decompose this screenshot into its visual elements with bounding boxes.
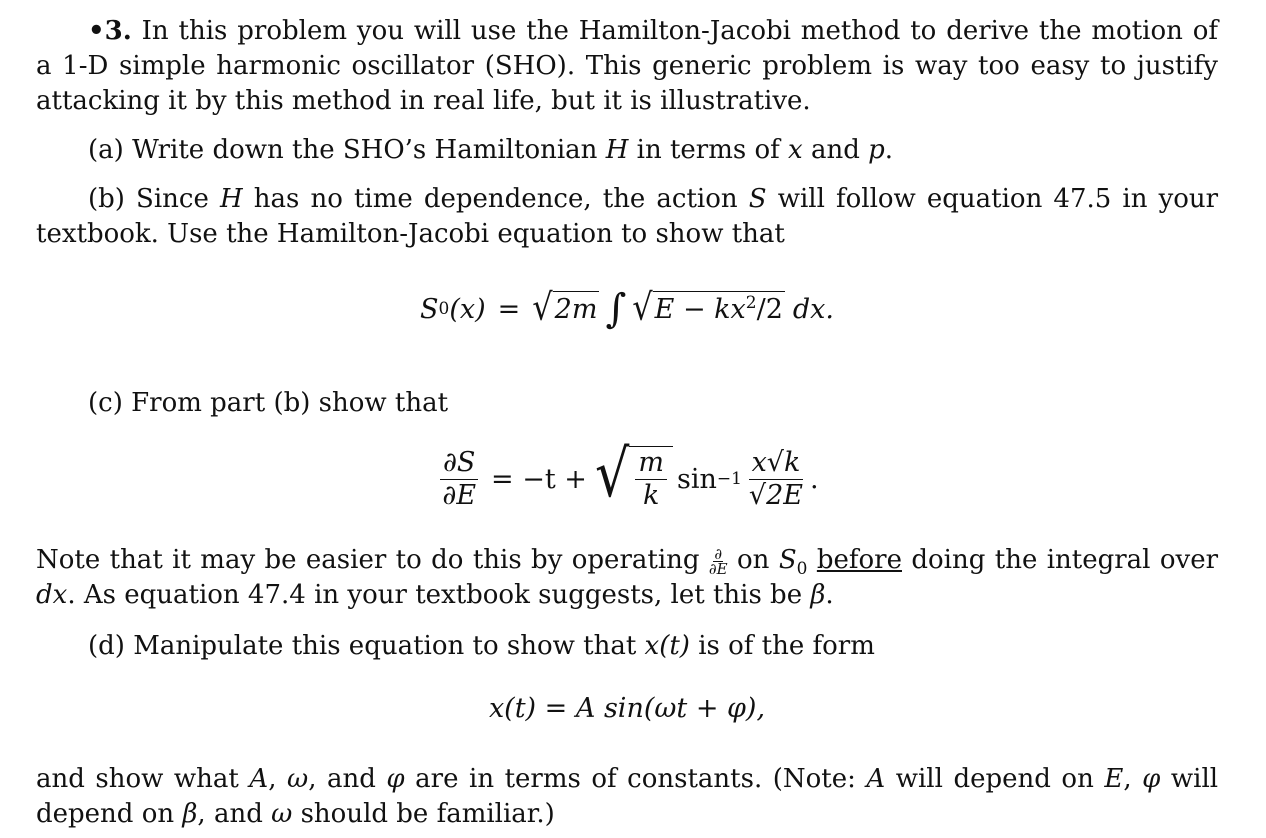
eq-symbol: . [810, 463, 819, 495]
eq-symbol: ∂E [708, 559, 728, 578]
note-text: . As equation 47.4 in your textbook suggests, let this be [67, 580, 803, 610]
eq-symbol: = [497, 293, 521, 325]
var-H: H [219, 184, 243, 214]
eq-symbol: (x) [449, 293, 486, 325]
var-beta: β [810, 580, 826, 610]
part-b-label: (b) [88, 184, 125, 214]
part-d [36, 629, 1218, 664]
part-d-label: (d) [88, 631, 125, 661]
sqrt-m-over-k: √ $\frac{m}{k}$ [595, 446, 673, 512]
eq-symbol: x√k [749, 447, 804, 480]
part-b-text: has no time dependence, the action [253, 184, 738, 214]
equation-xt: x(t) = A sin(ωt + φ), [488, 692, 766, 724]
eq-symbol: √2E [748, 479, 804, 511]
eq-symbol: 2m [553, 291, 600, 327]
var-A: A [249, 764, 269, 794]
part-c [36, 386, 1218, 421]
eq-symbol: = −t + [491, 463, 587, 495]
var-dx: dx [36, 580, 68, 610]
integral-sign: ∫ [605, 285, 627, 332]
part-c-note [36, 543, 1218, 613]
eq-symbol: ∂ [714, 544, 723, 563]
part-c-label: (c) [88, 388, 123, 418]
part-b-text: Since [136, 184, 209, 214]
note-text: on [737, 545, 770, 575]
eq-subscript: 0 [796, 559, 808, 580]
problem-page [36, 14, 1218, 832]
eq-symbol: k [642, 480, 660, 511]
var-A: A [866, 764, 886, 794]
fraction-dS-dE [439, 447, 479, 512]
var-S: S [748, 184, 767, 214]
closing-text: and [213, 799, 263, 829]
closing-text: will depend on [36, 764, 1219, 829]
closing-text: and show what [36, 764, 239, 794]
eq-symbol: /2 [756, 294, 783, 325]
closing-text: and [327, 764, 376, 794]
var-H: H [605, 135, 629, 165]
problem-number: •3. [88, 16, 132, 46]
closing-text: will depend on [895, 764, 1094, 794]
eq-symbol: ∂E [442, 479, 477, 511]
partial-operator [708, 544, 728, 578]
equation-dsde: $\frac{\partial S}{\partial E}$ = −t + √ $\frac{m}{k}$ sin −1 $\frac{x√k}{√2E}$ . [36, 439, 1218, 519]
eq-superscript: 2 [745, 293, 757, 313]
part-d-text: Manipulate this equation to show that [133, 631, 637, 661]
closing-text: should be familiar.) [300, 799, 555, 829]
eq-symbol: S [420, 293, 439, 325]
note-text: . [825, 580, 834, 610]
equation-s0: S 0 (x) = √ 2m ∫ √ $E - kx^2/2$ dx. [420, 284, 834, 332]
fraction-arcsin-arg [746, 447, 806, 512]
eq-symbol: E − kx [654, 294, 746, 325]
part-d-text: is of the form [698, 631, 875, 661]
var-S: S [778, 545, 797, 575]
eq-symbol: sin [676, 463, 717, 495]
part-a-text: and [810, 135, 860, 165]
eq-symbol: m [635, 447, 667, 480]
part-a-label: (a) [88, 135, 124, 165]
eq-symbol: dx. [792, 293, 834, 325]
var-E: E [1104, 764, 1124, 794]
part-b [36, 182, 1218, 252]
var-xt: x(t) [644, 631, 690, 661]
var-p: p [868, 135, 885, 165]
part-a [36, 133, 1218, 168]
part-a-text: in terms of [636, 135, 780, 165]
part-a-text: Write down the SHO’s Hamiltonian [132, 135, 598, 165]
problem-intro-text: In this problem you will use the Hamilton-Jacobi method to derive the motion of a 1-D simple harmonic oscillator (SHO). This generic problem is way too easy to justify attacking it by this method in real life, but it is illustrative. [36, 16, 1219, 116]
sqrt-2m: √ 2m [532, 284, 598, 329]
note-text: Note that it may be easier to do this by operating [36, 545, 700, 575]
var-phi: φ [1142, 764, 1161, 794]
problem-intro [36, 14, 1218, 119]
var-phi: φ [386, 764, 405, 794]
var-beta: β [182, 799, 198, 829]
closing-text: are in terms of constants. (Note: [415, 764, 856, 794]
var-omega: ω [287, 764, 309, 794]
underlined-before: before [816, 545, 902, 575]
part-b-text: will follow equation 47.5 in your textbook. Use the Hamilton-Jacobi equation to show that [36, 184, 1219, 249]
var-omega: ω [271, 799, 293, 829]
part-a-text: . [884, 135, 894, 165]
note-text: doing the integral over [911, 545, 1219, 575]
var-x: x [788, 135, 803, 165]
sqrt-energy: √ $E - kx^2/2$ [632, 284, 783, 329]
part-d-closing: and show what A, ω, and φ are in terms of constants. (Note: A will depend on E, φ will depend on β, and ω should be familiar.) [36, 764, 1219, 829]
eq-symbol: ∂S [440, 447, 478, 480]
part-c-text: From part (b) show that [131, 388, 449, 418]
